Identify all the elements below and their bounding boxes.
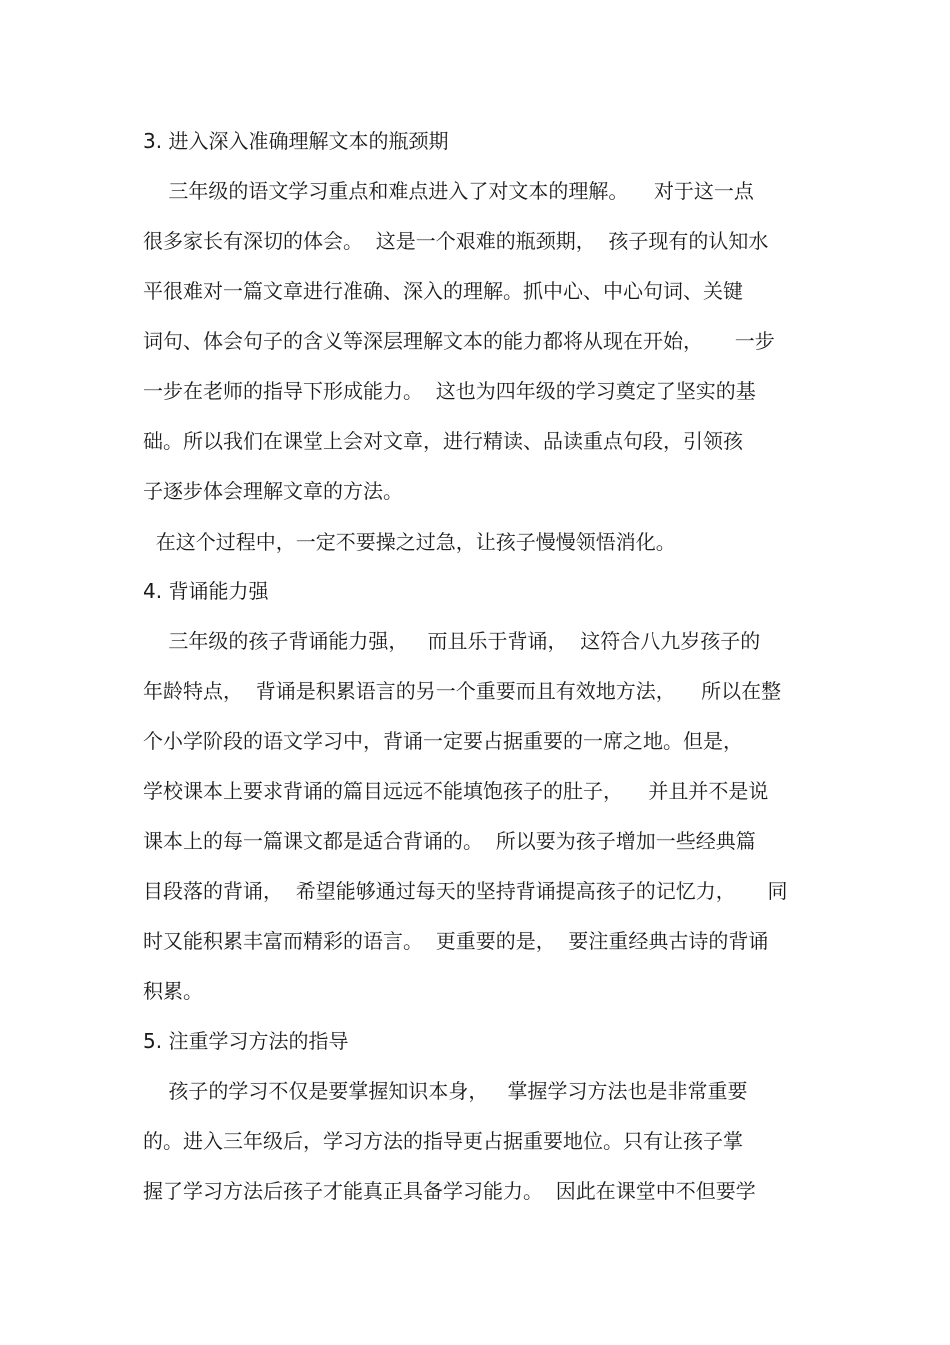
paragraph-line: 孩子的学习不仅是要掌握知识本身， 掌握学习方法也是非常重要 bbox=[143, 1079, 748, 1103]
paragraph-line: 年龄特点， 背诵是积累语言的另一个重要而且有效地方法， 所以在整 bbox=[143, 679, 782, 703]
paragraph-line: 个小学阶段的语文学习中，背诵一定要占据重要的一席之地。但是， bbox=[143, 729, 743, 753]
paragraph-line: 时又能积累丰富而精彩的语言。 更重要的是， 要注重经典古诗的背诵 bbox=[143, 929, 769, 953]
paragraph-line: 平很难对一篇文章进行准确、深入的理解。抓中心、中心句词、关键 bbox=[143, 279, 743, 303]
paragraph-line: 词句、体会句子的含义等深层理解文本的能力都将从现在开始， 一步 bbox=[143, 329, 775, 353]
paragraph-line: 子逐步体会理解文章的方法。 bbox=[143, 479, 403, 503]
paragraph-line: 学校课本上要求背诵的篇目远远不能填饱孩子的肚子， 并且并不是说 bbox=[143, 779, 769, 803]
section-heading-5: 5. 注重学习方法的指导 bbox=[143, 1029, 349, 1053]
paragraph-line: 握了学习方法后孩子才能真正具备学习能力。 因此在课堂中不但要学 bbox=[143, 1179, 756, 1203]
paragraph-line: 一步在老师的指导下形成能力。 这也为四年级的学习奠定了坚实的基 bbox=[143, 379, 756, 403]
paragraph-line: 在这个过程中，一定不要操之过急，让孩子慢慢领悟消化。 bbox=[143, 530, 676, 554]
section-heading-4: 4. 背诵能力强 bbox=[143, 579, 269, 603]
paragraph-line: 三年级的语文学习重点和难点进入了对文本的理解。 对于这一点 bbox=[143, 179, 754, 203]
paragraph-line: 三年级的孩子背诵能力强， 而且乐于背诵， 这符合八九岁孩子的 bbox=[143, 629, 761, 653]
paragraph-line: 很多家长有深切的体会。 这是一个艰难的瓶颈期， 孩子现有的认知水 bbox=[143, 229, 769, 253]
paragraph-line: 课本上的每一篇课文都是适合背诵的。 所以要为孩子增加一些经典篇 bbox=[143, 829, 756, 853]
paragraph-line: 积累。 bbox=[143, 979, 203, 1003]
paragraph-line: 目段落的背诵， 希望能够通过每天的坚持背诵提高孩子的记忆力， 同 bbox=[143, 879, 788, 903]
paragraph-line: 础。所以我们在课堂上会对文章，进行精读、品读重点句段，引领孩 bbox=[143, 429, 743, 453]
paragraph-line: 的。进入三年级后，学习方法的指导更占据重要地位。只有让孩子掌 bbox=[143, 1129, 743, 1153]
section-heading-3: 3. 进入深入准确理解文本的瓶颈期 bbox=[143, 129, 449, 153]
